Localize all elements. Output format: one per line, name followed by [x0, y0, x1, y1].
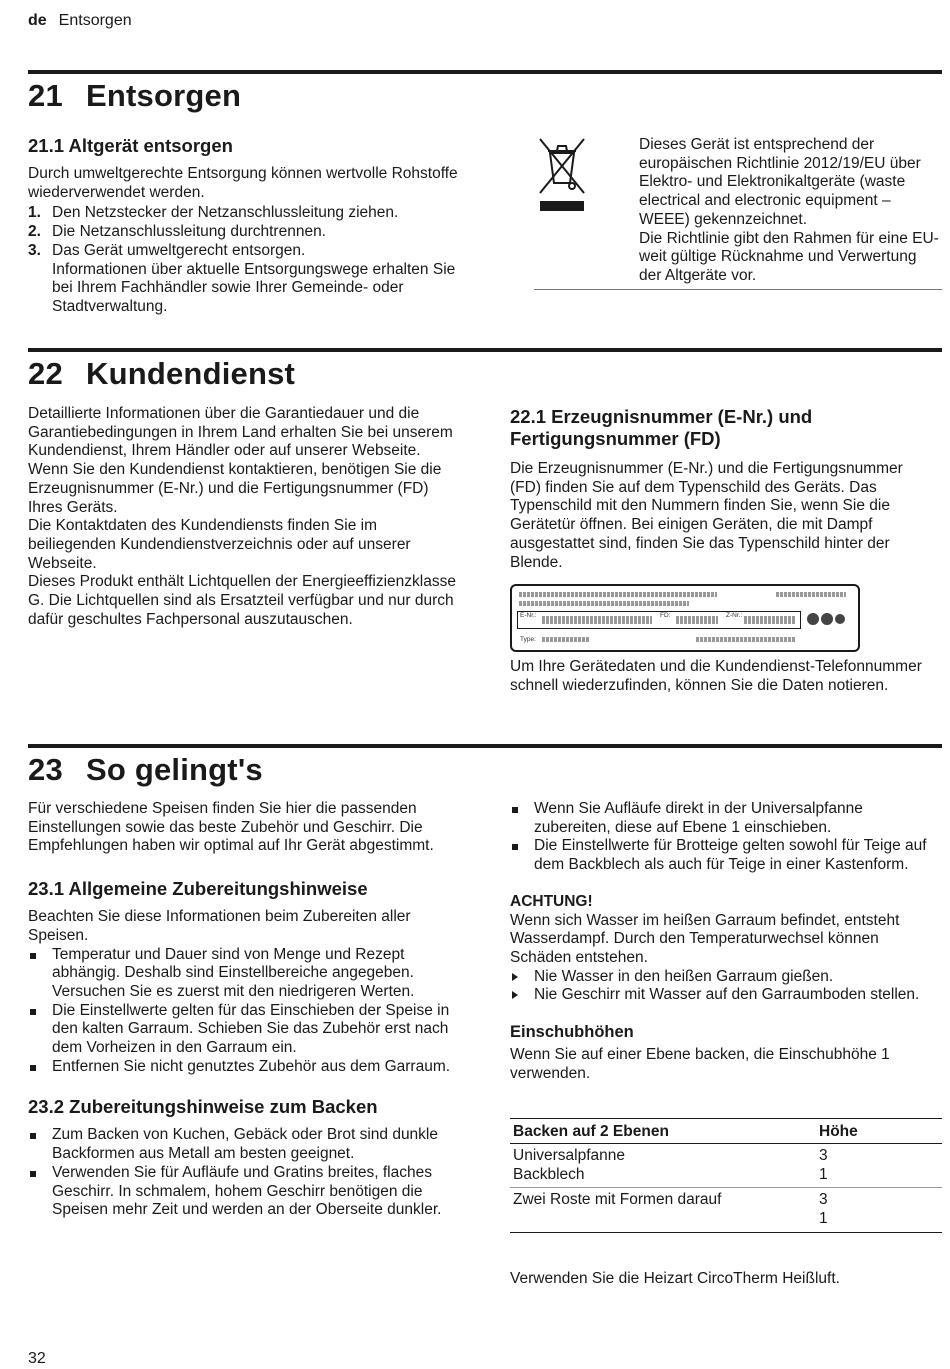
section-title-text: Kundendienst — [86, 356, 296, 391]
subsection-title: 23.1 Allgemeine Zubereitungshinweise — [28, 878, 368, 900]
step-note: Informationen über aktuelle Entsorgungswege erhalten Sie bei Ihrem Fachhändler sowie Ihrer Gemeinde- oder Stadtverwaltung. — [52, 260, 456, 315]
plate-fd-label: FD: — [660, 612, 671, 619]
paragraph: Wenn Sie auf einer Ebene backen, die Einschubhöhe 1 verwenden. — [510, 1046, 890, 1082]
step-list — [28, 204, 468, 316]
table-row: Zwei Roste mit Formen darauf 3 1 — [510, 1188, 942, 1233]
running-header — [28, 12, 132, 30]
paragraph: Die Erzeugnisnummer (E-Nr.) und die Fertigungsnummer (FD) finden Sie auf dem Typenschild des Geräts. Das Typenschild mit den Nummern finden Sie, wenn Sie die Gerätetür öffnen. Bei einigen Geräten, die mit Dampf ausgestattet sind, finden Sie das Typenschild hinter der Blende. — [510, 460, 903, 571]
s22-left-column — [28, 405, 464, 629]
list-item: Die Einstellwerte gelten für das Einschieben der Speise in den kalten Garraum. Schieben Sie das Zubehör erst nach dem Vorheizen in den Garraum ein. — [28, 1002, 464, 1058]
page-number: 32 — [28, 1350, 46, 1367]
s21-left-column — [28, 135, 468, 317]
list-item: Entfernen Sie nicht genutztes Zubehör aus dem Garraum. — [28, 1058, 464, 1077]
bullet-list — [28, 1126, 464, 1220]
step-item: 2. Die Netzanschlussleitung durchtrennen. — [28, 223, 326, 241]
weee-text: Dieses Gerät ist entsprechend der europäischen Richtlinie 2012/19/EU über Elektro- und Elektronikaltgeräte (waste electrical and electronic equipment – WEEE) gekennzeichnet. Die Richtlinie gibt den Rahmen für eine EU-weit gültige Rücknahme und Verwertung der Altgeräte vor. — [639, 136, 939, 284]
s23-right-column — [510, 800, 940, 1083]
paragraph: Detaillierte Informationen über die Garantiedauer und die Garantiebedingungen in Ihrem Land erhalten Sie bei unserem Kundendienst, Ihrem Händler oder auf unserer Webseite. — [28, 405, 453, 460]
section-number: 21 — [28, 78, 63, 113]
s22-right-column — [510, 406, 942, 572]
section-title-23 — [28, 752, 263, 788]
list-item: Temperatur und Dauer sind von Menge und Rezept abhängig. Deshalb sind Einstellbereiche angegeben. Versuchen Sie es zuerst mit den niedrigeren Werten. — [28, 946, 464, 1002]
section-rule — [28, 70, 942, 74]
paragraph: Wenn Sie den Kundendienst kontaktieren, benötigen Sie die Erzeugnisnummer (E-Nr.) und die Fertigungsnummer (FD) Ihres Geräts. — [28, 461, 442, 516]
list-item: Wenn Sie Aufläufe direkt in der Universalpfanne zubereiten, diese auf Ebene 1 einschieben. — [510, 800, 940, 837]
paragraph: Durch umweltgerechte Entsorgung können wertvolle Rohstoffe wiederverwendet werden. — [28, 165, 458, 201]
section-rule — [28, 744, 942, 748]
instruction-list — [510, 968, 940, 1005]
plate-znr-label: Z-Nr.: — [726, 612, 743, 619]
list-item: Verwenden Sie für Aufläufe und Gratins breites, flaches Geschirr. In schmalem, hohem Geschirr benötigen die Speisen mehr Zeit und werden an der Oberseite dunkler. — [28, 1164, 464, 1220]
column-header: Backen auf 2 Ebenen — [510, 1119, 816, 1144]
paragraph: Beachten Sie diese Informationen beim Zubereiten aller Speisen. — [28, 908, 411, 944]
table-header — [510, 1119, 942, 1144]
s23-left-column — [28, 800, 464, 1220]
section-title-text: Entsorgen — [86, 78, 242, 113]
section-title-21 — [28, 78, 241, 114]
rating-plate-illustration — [510, 584, 860, 652]
certification-marks-icon — [806, 612, 846, 626]
subsection-title: 22.1 Erzeugnisnummer (E-Nr.) und Fertigungsnummer (FD) — [510, 406, 813, 449]
step-item: 1. Den Netzstecker der Netzanschlussleitung ziehen. — [28, 204, 399, 222]
footer-note: Verwenden Sie die Heizart CircoTherm Heißluft. — [510, 1270, 840, 1287]
language-code: de — [28, 12, 47, 29]
subheading: Einschubhöhen — [510, 1023, 634, 1042]
section-number: 22 — [28, 356, 63, 391]
bullet-list — [28, 946, 464, 1077]
warning-text: Wenn sich Wasser im heißen Garraum befindet, entsteht Wasserdampf. Durch den Temperaturwechsel können Schäden entstehen. — [510, 911, 900, 966]
paragraph: Für verschiedene Speisen finden Sie hier die passenden Einstellungen sowie das beste Zubehör und Geschirr. Die Empfehlungen haben wir optimal auf Ihr Gerät abgestimmt. — [28, 800, 434, 855]
section-number: 23 — [28, 752, 63, 787]
header-section: Entsorgen — [58, 12, 132, 29]
column-header: Höhe — [816, 1119, 942, 1144]
weee-notice — [534, 134, 942, 290]
section-title-text: So gelingt's — [86, 752, 263, 787]
warning-title: ACHTUNG! — [510, 892, 593, 910]
bullet-list — [510, 800, 940, 875]
list-item: Nie Geschirr mit Wasser auf den Garraumboden stellen. — [510, 986, 940, 1005]
section-rule — [28, 348, 942, 352]
list-item: Zum Backen von Kuchen, Gebäck oder Brot sind dunkle Backformen aus Metall am besten geeignet. — [28, 1126, 464, 1163]
subsection-title: 21.1 Altgerät entsorgen — [28, 135, 233, 156]
shelf-height-table — [510, 1118, 942, 1233]
paragraph: Um Ihre Gerätedaten und die Kundendienst-Telefonnummer schnell wiederzufinden, können Sie die Daten notieren. — [510, 658, 922, 694]
section-title-22 — [28, 356, 295, 392]
plate-enr-label: E-Nr.: — [520, 612, 537, 619]
paragraph: Die Kontaktdaten des Kundendiensts finden Sie im beiliegenden Kundendienstverzeichnis oder auf unserer Webseite. — [28, 517, 411, 572]
table-row: Universalpfanne Backblech 3 1 — [510, 1144, 942, 1188]
crossed-out-wheelie-bin-icon — [538, 137, 586, 213]
list-item: Die Einstellwerte für Brotteige gelten sowohl für Teige auf dem Backblech als auch für Teige in einer Kastenform. — [510, 837, 940, 874]
step-item: 3. Das Gerät umweltgerecht entsorgen. Informationen über aktuelle Entsorgungswege erhalten Sie bei Ihrem Fachhändler sowie Ihrer Gemeinde- oder Stadtverwaltung. — [28, 242, 468, 317]
list-item: Nie Wasser in den heißen Garraum gießen. — [510, 968, 940, 987]
plate-type-label: Type: — [520, 636, 536, 643]
subsection-title: 23.2 Zubereitungshinweise zum Backen — [28, 1096, 378, 1118]
paragraph: Dieses Produkt enthält Lichtquellen der Energieeffizienzklasse G. Die Lichtquellen sind als Ersatzteil verfügbar und nur durch dafür geschultes Fachpersonal auszutauschen. — [28, 573, 456, 628]
